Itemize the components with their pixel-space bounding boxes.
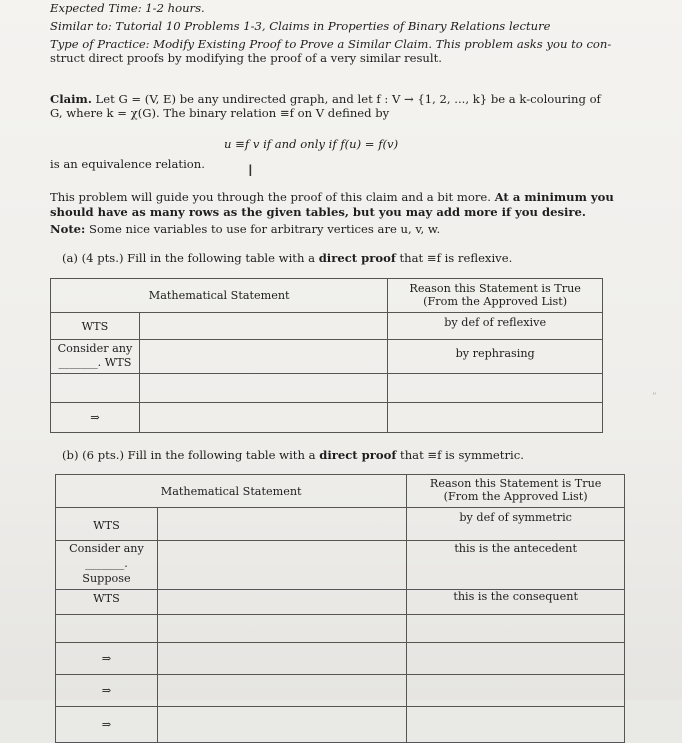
table-row[interactable] [56,541,625,590]
margin-mark: ” [652,392,657,402]
similar-to: Similar to: Tutorial 10 Problems 1-3, Claims in Properties of Binary Relations lecture [50,19,551,33]
statement-cell[interactable] [56,643,158,675]
part-b-header-row [56,475,625,508]
statement-blank-cell[interactable] [157,590,406,615]
table-row[interactable] [51,313,603,340]
part-a-table [50,278,603,433]
part-b-table [55,474,625,743]
reason-text: by def of symmetric [459,511,572,524]
table-row[interactable] [56,508,625,541]
reason-cell[interactable] [388,313,603,340]
reason-cell[interactable] [388,374,603,403]
statement-text: WTS [93,519,120,532]
table-row[interactable] [51,374,603,403]
text-cursor-icon: I [248,161,253,180]
statement-blank-cell[interactable] [139,374,387,403]
statement-blank-cell[interactable] [139,340,387,374]
statement-cell[interactable] [51,374,140,403]
reason-text: this is the antecedent [454,542,578,555]
note-line [50,222,440,236]
statement-cell[interactable] [56,590,158,615]
note-label: Note: [50,222,86,236]
statement-text-2: _______. WTS [58,356,132,369]
statement-cell[interactable] [56,508,158,541]
statement-blank-cell[interactable] [157,615,406,643]
part-a-header-statement [51,279,388,313]
part-a-prompt [62,251,512,265]
reason-cell[interactable] [407,590,625,615]
statement-cell[interactable] [56,615,158,643]
statement-cell[interactable] [51,313,140,340]
statement-text: WTS [93,592,120,605]
table-row[interactable] [56,707,625,743]
header-statement-text: Mathematical Statement [160,484,302,498]
guide-bold-1: At a minimum you [494,190,614,204]
statement-blank-cell[interactable] [157,508,406,541]
claim-line-1 [50,92,601,106]
note-text: Some nice variables to use for arbitrary vertices are u, v, w. [85,222,441,236]
part-a-prompt-pre: (a) (4 pts.) Fill in the following table with a [62,251,319,265]
part-b-prompt-post: that ≡f is symmetric. [396,448,524,462]
table-row[interactable] [56,675,625,707]
table-row[interactable] [56,643,625,675]
guide-line-1 [50,190,614,204]
statement-blank-cell[interactable] [157,541,406,590]
statement-blank-cell[interactable] [139,313,387,340]
part-a-header-row [51,279,603,313]
claim-line-3: is an equivalence relation. [50,157,205,171]
reason-cell[interactable] [388,403,603,433]
statement-cell[interactable] [51,403,140,433]
part-a-prompt-bold: direct proof [318,251,396,265]
practice-type-line-2: struct direct proofs by modifying the proof of a very similar result. [50,51,442,65]
statement-blank-cell[interactable] [139,403,387,433]
header-reason-line-2: (From the Approved List) [443,490,588,503]
statement-text: WTS [81,320,109,333]
reason-text: by rephrasing [455,347,535,360]
header-reason-line-1: Reason this Statement is True [429,477,602,490]
statement-text: Consider any [69,542,144,555]
part-b-prompt-bold: direct proof [319,448,397,462]
implies-icon: ⇒ [101,652,112,665]
claim-label: Claim. [50,92,92,106]
statement-blank-cell[interactable] [157,675,406,707]
table-row[interactable] [56,590,625,615]
statement-cell[interactable] [56,541,158,590]
practice-type-line-1: Type of Practice: Modify Existing Proof to Prove a Similar Claim. This problem asks you to con- [50,37,612,51]
claim-formula: u ≡f v if and only if f(u) = f(v) [224,137,399,151]
reason-text: by def of reflexive [444,316,547,329]
reason-text: this is the consequent [453,590,578,603]
statement-cell[interactable] [56,707,158,743]
claim-text: Let G = (V, E) be any undirected graph, and let f : V → {1, 2, ..., k} be a k-colouring of [91,92,601,106]
claim-line-2: G, where k = χ(G). The binary relation ≡f on V defined by [50,106,390,120]
part-b-prompt-pre: (b) (6 pts.) Fill in the following table with a [62,448,320,462]
reason-cell[interactable] [407,615,625,643]
reason-cell[interactable] [407,541,625,590]
implies-icon: ⇒ [101,718,112,731]
part-b-prompt [62,448,524,462]
guide-line-2: should have as many rows as the given tables, but you may add more if you desire. [50,205,586,219]
statement-blank-cell[interactable] [157,643,406,675]
statement-text: Consider any [57,342,133,355]
part-a-header-reason [388,279,603,313]
reason-cell[interactable] [407,707,625,743]
header-reason-line-2: (From the Approved List) [423,295,568,308]
statement-cell[interactable] [56,675,158,707]
implies-icon: ⇒ [90,411,100,424]
implies-icon: ⇒ [101,684,112,697]
reason-cell[interactable] [407,508,625,541]
statement-text-2: _______. Suppose [82,557,131,585]
reason-cell[interactable] [407,643,625,675]
reason-cell[interactable] [407,675,625,707]
guide-plain: This problem will guide you through the proof of this claim and a bit more. [50,190,495,204]
table-row[interactable] [56,615,625,643]
reason-cell[interactable] [388,340,603,374]
header-statement-text: Mathematical Statement [148,289,290,302]
header-reason-line-1: Reason this Statement is True [409,282,581,295]
statement-blank-cell[interactable] [157,707,406,743]
table-row[interactable] [51,340,603,374]
part-b-header-reason [407,475,625,508]
statement-cell[interactable] [51,340,140,374]
part-b-header-statement [56,475,407,508]
expected-time: Expected Time: 1-2 hours. [50,1,205,15]
part-a-prompt-post: that ≡f is reflexive. [395,251,513,265]
table-row[interactable] [51,403,603,433]
